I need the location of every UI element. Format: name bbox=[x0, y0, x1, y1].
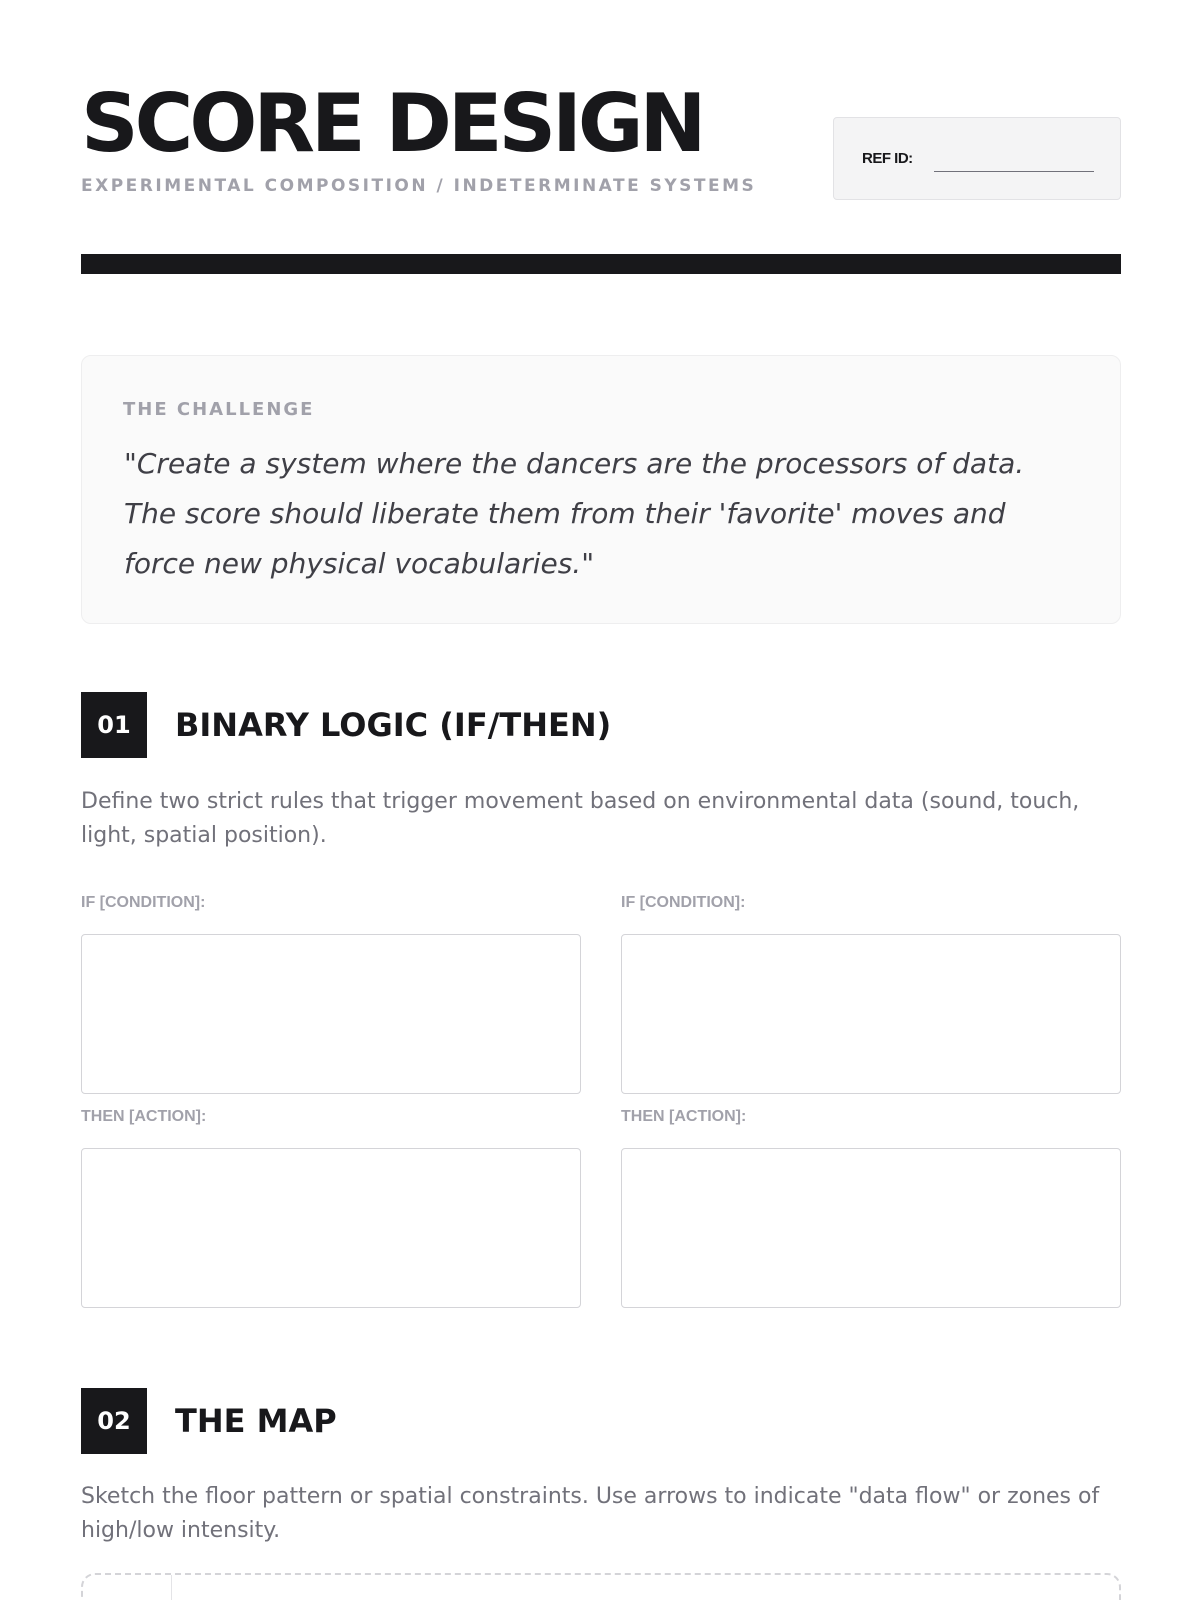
section-number-badge: 01 bbox=[81, 692, 147, 758]
map-sketch-area[interactable] bbox=[81, 1573, 1121, 1600]
section-title: BINARY LOGIC (IF/THEN) bbox=[175, 706, 612, 744]
ref-id-input[interactable] bbox=[934, 148, 1094, 172]
rule-1-if-label: IF [CONDITION]: bbox=[81, 894, 206, 911]
section-title: THE MAP bbox=[175, 1402, 337, 1440]
challenge-card bbox=[81, 355, 1121, 624]
rule-2-if-label: IF [CONDITION]: bbox=[621, 894, 746, 911]
ref-id-box bbox=[833, 117, 1121, 200]
section-binary-logic-header bbox=[81, 692, 1121, 758]
challenge-label: THE CHALLENGE bbox=[123, 399, 315, 420]
map-gridline bbox=[171, 1575, 172, 1600]
challenge-quote: "Create a system where the dancers are the processors of data. The score should liberate them from their 'favorite' moves and force new physical vocabularies." bbox=[124, 447, 1025, 580]
section-map-header bbox=[81, 1388, 1121, 1454]
rule-1-then-label: THEN [ACTION]: bbox=[81, 1108, 207, 1125]
rule-2-if-input[interactable] bbox=[621, 934, 1121, 1094]
rule-1-if-input[interactable] bbox=[81, 934, 581, 1094]
header bbox=[81, 77, 1121, 204]
page-subtitle: EXPERIMENTAL COMPOSITION / INDETERMINATE SYSTEMS bbox=[81, 176, 757, 196]
page-title: SCORE DESIGN bbox=[81, 77, 703, 170]
ref-id-label: REF ID: bbox=[862, 150, 913, 167]
section-description: Define two strict rules that trigger movement based on environmental data (sound, touch, light, spatial position). bbox=[81, 789, 1080, 848]
section-description: Sketch the floor pattern or spatial constraints. Use arrows to indicate "data flow" or zones of high/low intensity. bbox=[81, 1484, 1100, 1543]
rule-1-then-input[interactable] bbox=[81, 1148, 581, 1308]
rule-2-then-label: THEN [ACTION]: bbox=[621, 1108, 747, 1125]
header-divider bbox=[81, 254, 1121, 274]
rule-2-then-input[interactable] bbox=[621, 1148, 1121, 1308]
section-number-badge: 02 bbox=[81, 1388, 147, 1454]
